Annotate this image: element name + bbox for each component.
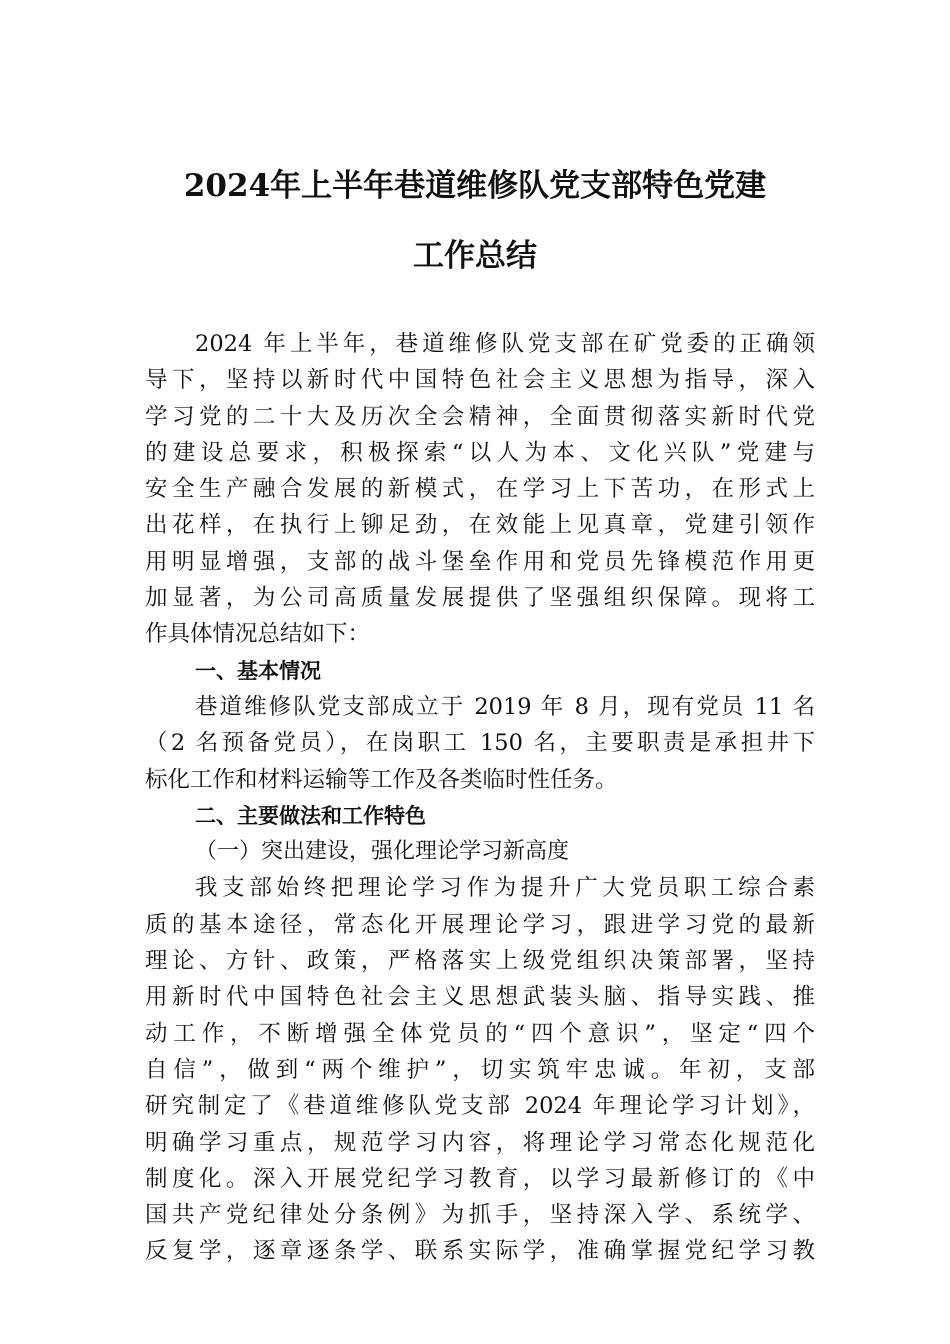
intro-line: 作具体情况总结如下： xyxy=(145,621,371,648)
section2-line: 我支部始终把理论学习作为提升广大党员职工综合素 xyxy=(195,875,815,902)
intro-line: 用明显增强，支部的战斗堡垒作用和党员先锋模范作用更 xyxy=(145,548,815,575)
intro-line: 导下，坚持以新时代中国特色社会主义思想为指导，深入 xyxy=(145,367,815,394)
intro-line: 安全生产融合发展的新模式，在学习上下苦功，在形式上 xyxy=(145,476,815,503)
section2-line: 研究制定了《巷道维修队党支部 2024 年理论学习计划》， xyxy=(145,1093,815,1120)
intro-line: 学习党的二十大及历次全会精神，全面贯彻落实新时代党 xyxy=(145,403,815,430)
subsection-heading: （一）突出建设，强化理论学习新高度 xyxy=(195,839,570,865)
section2-line: 反复学，逐章逐条学、联系实际学，准确掌握党纪学习教 xyxy=(145,1238,815,1265)
section2-line: 质的基本途径，常态化开展理论学习，跟进学习党的最新 xyxy=(145,911,815,938)
section-heading-practices: 二、主要做法和工作特色 xyxy=(195,803,426,828)
section2-line: 理论、方针、政策，严格落实上级党组织决策部署，坚持 xyxy=(145,948,815,975)
section-heading-basic: 一、基本情况 xyxy=(195,658,321,683)
section2-line: 明确学习重点，规范学习内容，将理论学习常态化规范化 xyxy=(145,1129,815,1156)
section1-line: 巷道维修队党支部成立于 2019 年 8 月，现有党员 11 名 xyxy=(195,693,815,720)
section2-line: 用新时代中国特色社会主义思想武装头脑、指导实践、推 xyxy=(145,984,815,1011)
intro-line: 2024 年上半年，巷道维修队党支部在矿党委的正确领 xyxy=(195,331,815,357)
intro-line: 加显著，为公司高质量发展提供了坚强组织保障。现将工 xyxy=(145,585,815,612)
section1-line: 标化工作和材料运输等工作及各类临时性任务。 xyxy=(145,766,618,793)
document-title-line-1: 2024年上半年巷道维修队党支部特色党建 xyxy=(183,168,767,204)
section2-line: 国共产党纪律处分条例》为抓手，坚持深入学、系统学、 xyxy=(145,1202,815,1229)
section2-line: 制度化。深入开展党纪学习教育，以学习最新修订的《中 xyxy=(145,1165,815,1192)
section1-line: （2 名预备党员），在岗职工 150 名，主要职责是承担井下 xyxy=(145,730,815,757)
intro-line: 出花样，在执行上铆足劲，在效能上见真章，党建引领作 xyxy=(145,512,815,539)
document-title-line-2: 工作总结 xyxy=(413,238,537,274)
document-body xyxy=(145,326,815,1270)
section2-line: 自信”，做到“两个维护”，切实筑牢忠诚。年初，支部 xyxy=(145,1056,815,1083)
intro-line: 的建设总要求，积极探索“以人为本、文化兴队”党建与 xyxy=(145,439,815,466)
section2-line: 动工作，不断增强全体党员的“四个意识”，坚定“四个 xyxy=(145,1020,815,1047)
